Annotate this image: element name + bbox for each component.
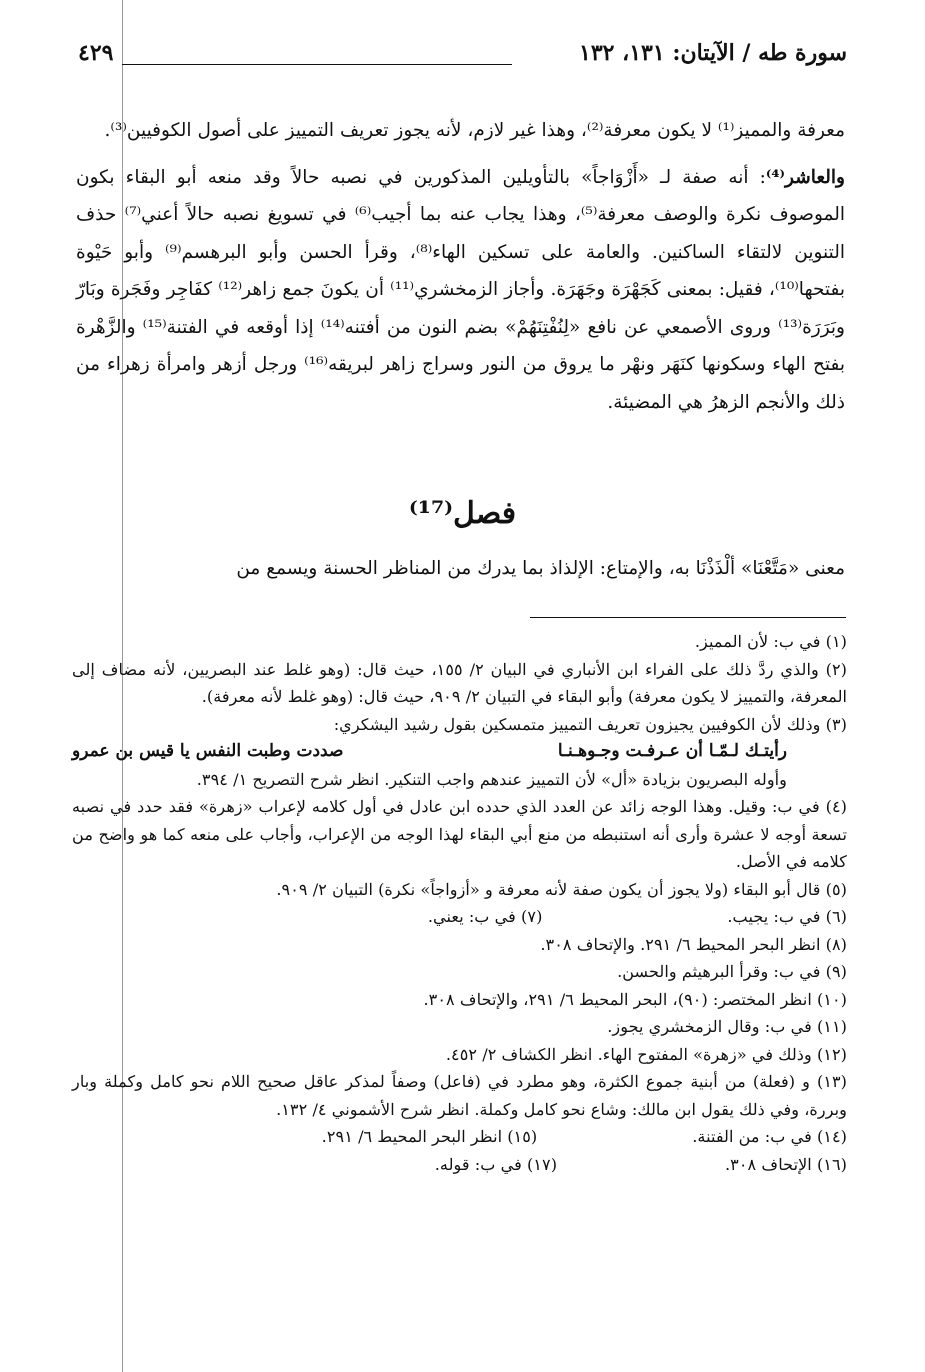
paragraph-2-text: : أنه صفة لـ «أَزْوَاجاً» بالتأويلين المذكورين في نصبه حالاً وقد منعه أبو البقاء بكون الموصوف نكرة والوصف معرفة⁽⁵⁾، وهذا يجاب عنه بما أجيب⁽⁶⁾ في تسويغ نصبه حالاً أعني⁽⁷⁾ حذف التنوين لالتقاء الساكنين. والعامة على تسكين الهاء⁽⁸⁾، وقرأ الحسن وأبو البرهسم⁽⁹⁾ وأبو حَيْوة بفتحها⁽¹⁰⁾، فقيل: بمعنى كَجَهْرَة وجَهَرَة. وأجاز الزمخشري⁽¹¹⁾ أن يكونَ جمع زاهر⁽¹²⁾ كفَاجِر وفَجَرة وبَارّ وبَرَرَة⁽¹³⁾ وروى الأصمعي عن نافع «لِنُفْتِنَهُمْ» بضم النون من أفتنه⁽¹⁴⁾ إذا أوقعه في الفتنة⁽¹⁵⁾ والزَّهْرة بفتح الهاء وسكونها كنَهَر ونهْر ما يروق من النور وسراج زاهر لبريقه⁽¹⁶⁾ ورجل أزهر وامرأة زهراء من ذلك والأنجم الزهرُ هي المضيئة. — [76, 166, 846, 413]
footnote-5: (٥) قال أبو البقاء (ولا يجوز أن يكون صفة لأنه معرفة و «أزواجاً» نكرة) التبيان ٢/ ٩٠٩. — [276, 879, 847, 899]
footnote-3: (٣) وذلك لأن الكوفيين يجيزون تعريف التمييز متمسكين بقول رشيد اليشكري: — [333, 714, 847, 734]
footnote-row-6-7 — [72, 903, 847, 931]
page-number: ٤٢٩ — [78, 40, 114, 66]
paragraph-2 — [76, 159, 845, 422]
footnote-6: (٦) في ب: يجيب. — [727, 907, 847, 926]
footnote-2: (٢) والذي ردَّ ذلك على الفراء ابن الأنباري في البيان ٢/ ١٥٥، حيث قال: (وهو غلط عند البصريين، لأنه مضاف إلى المعرفة، والتمييز لا يكون معرفة) وأبو البقاء في التبيان ٢/ ٩٠٩، حيث قال: (وهو غلط لأنه معرفة). — [72, 659, 847, 706]
footnote-7: (٧) في ب: يعني. — [427, 907, 543, 926]
footnote-row-16-17 — [72, 1151, 847, 1179]
main-text — [76, 112, 845, 421]
section-heading: فصل⁽¹⁷⁾ — [408, 496, 517, 531]
footnote-9: (٩) في ب: وقرأ البرهيثم والحسن. — [617, 962, 847, 981]
footnote-8: (٨) انظر البحر المحيط ٦/ ٢٩١. والإتحاف ٣٠٨. — [540, 934, 847, 954]
section-paragraph: معنى «مَتَّعْنَا» ألْذَذْنَا به، والإمتاع: الإلذاذ بما يدرك من المناظر الحسنة ويسمع من — [236, 558, 845, 579]
footnote-4: (٤) في ب: وقيل. وهذا الوجه زائد عن العدد الذي حدده ابن عادل في أول كلامه لإعراب «زهرة» فقد حدد في نصبه تسعة أوجه لا عشرة وأرى أنه استنبطه من منع أبي البقاء لهذا الوجه من الإعراب، وأجاب على منعه كما هو واضح من كلامه في الأصل. — [72, 797, 847, 871]
running-title: سورة طه / الآيتان: ١٣١، ١٣٢ — [579, 40, 847, 66]
header-rule — [122, 64, 512, 65]
paragraph-1: معرفة والمميز⁽¹⁾ لا يكون معرفة⁽²⁾، وهذا غير لازم، لأنه يجوز تعريف التمييز على أصول الكوفيين⁽³⁾. — [104, 120, 845, 141]
footnote-14: (١٤) في ب: من الفتنة. — [692, 1127, 847, 1146]
page-header — [78, 40, 847, 80]
footnote-17: (١٧) في ب: قوله. — [434, 1154, 558, 1174]
poetry-verse — [72, 738, 787, 766]
footnote-separator — [530, 617, 846, 618]
footnote-3-continued: وأوله البصريون بزيادة «أل» لأن التمييز عندهم واجب التنكير. انظر شرح التصريح ١/ ٣٩٤. — [196, 769, 787, 789]
footnote-12: (١٢) وذلك في «زهرة» المفتوح الهاء. انظر الكشاف ٢/ ٤٥٢. — [445, 1044, 847, 1064]
footnote-16: (١٦) الإتحاف ٣٠٨. — [725, 1154, 847, 1174]
footnote-15: (١٥) انظر البحر المحيط ٦/ ٢٩١. — [321, 1127, 538, 1146]
footnote-13: (١٣) و (فعلة) من أبنية جموع الكثرة، وهو مطرد في (فاعل) وصفاً لمذكر عاقل صحيح اللام نحو كامل وكملة وبار وبررة، وفي ذلك يقول ابن مالك: وشاع نحو كامل وكملة. انظر شرح الأشموني ٤/ ١٣٢. — [72, 1072, 847, 1119]
verse-first-hemistich: رأيتـك لـمّـا أن عـرفـت وجـوهـنـا — [557, 741, 787, 761]
verse-second-hemistich: صددت وطبت النفس يا قيس بن عمرو — [72, 741, 344, 761]
paragraph-2-lead: والعاشر⁽⁴⁾ — [765, 166, 845, 188]
footnote-1: (١) في ب: لأن المميز. — [694, 632, 847, 651]
footnotes — [72, 628, 847, 1178]
footnote-row-14-15 — [72, 1123, 847, 1151]
footnote-11: (١١) في ب: وقال الزمخشري يجوز. — [607, 1017, 847, 1036]
footnote-10: (١٠) انظر المختصر: (٩٠)، البحر المحيط ٦/ ٢٩١، والإتحاف ٣٠٨. — [423, 989, 847, 1009]
